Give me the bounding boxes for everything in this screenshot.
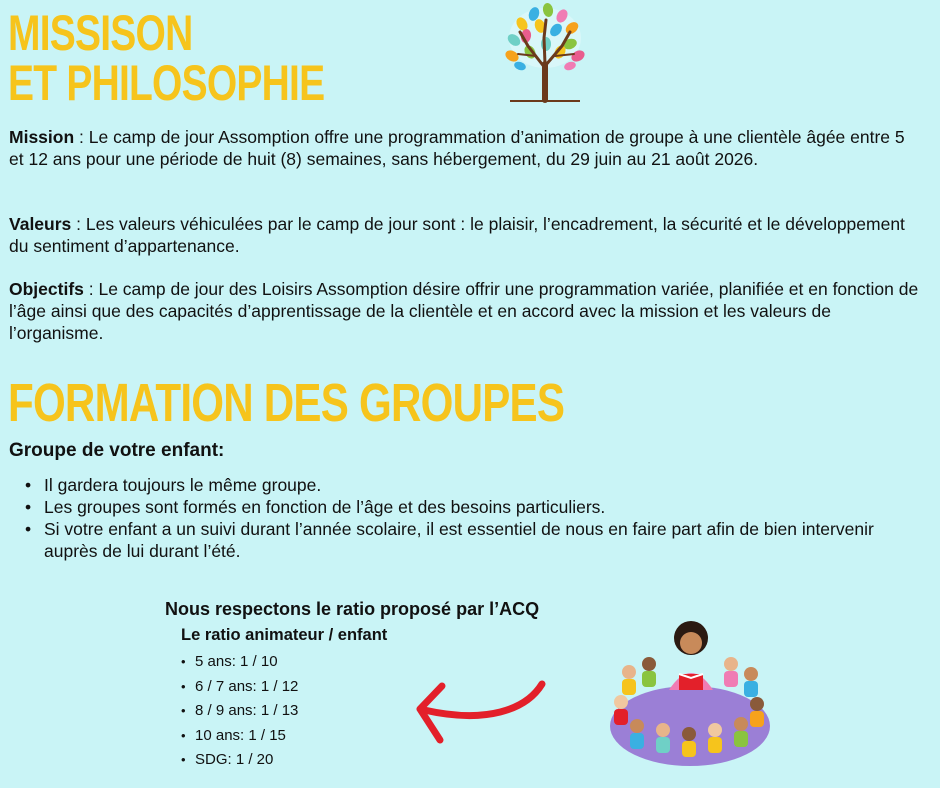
list-item: • Les groupes sont formés en fonction de l’âge et des besoins particuliers. — [25, 496, 915, 518]
ratio-heading: Nous respectons le ratio proposé par l’ACQ — [165, 599, 540, 619]
list-item: • Il gardera toujours le même groupe. — [25, 474, 915, 496]
values-paragraph — [9, 213, 924, 257]
ratio-item: • 8 / 9 ans: 1 / 13 — [181, 699, 298, 724]
ratio-item: • 5 ans: 1 / 10 — [181, 650, 298, 675]
objectives-label: Objectifs — [9, 279, 84, 299]
mission-label: Mission — [9, 127, 75, 147]
section-title-mission: MISSISON — [8, 5, 193, 61]
group-list — [25, 474, 915, 562]
values-text: : Les valeurs véhiculées par le camp de jour sont : le plaisir, l’encadrement, la sécurité et le développement du sentiment d’appartenance. — [9, 214, 905, 256]
red-arrow-icon — [408, 672, 552, 752]
teacher-figure — [669, 621, 713, 690]
group-heading: Groupe de votre enfant: — [9, 440, 225, 461]
values-label: Valeurs — [9, 214, 72, 234]
mission-text: : Le camp de jour Assomption offre une programmation d’animation de groupe à une clientèle âgée entre 5 et 12 ans pour une période de huit (8) semaines, sans hébergement, du 29 juin au 21 août 2026. — [9, 127, 905, 169]
section-title-philosophy: ET PHILOSOPHIE — [8, 55, 325, 111]
list-item: • Si votre enfant a un suivi durant l’année scolaire, il est essentiel de nous en faire part afin de bien intervenir auprès de lui durant l’été. — [25, 518, 915, 562]
ratio-list — [181, 650, 298, 773]
ratio-subheading: Le ratio animateur / enfant — [181, 626, 388, 644]
objectives-text: : Le camp de jour des Loisirs Assomption désire offrir une programmation variée, planifiée et en fonction de l’âge ainsi que des capacités d’apprentissage de la clientèle et en accord avec la mission et les valeurs de l’organisme. — [9, 279, 919, 343]
ratio-item: • SDG: 1 / 20 — [181, 748, 298, 773]
mission-paragraph — [9, 126, 924, 170]
ratio-item: • 10 ans: 1 / 15 — [181, 724, 298, 749]
tree-illustration — [500, 2, 590, 104]
children-reading-illustration — [607, 618, 773, 768]
objectives-paragraph — [9, 278, 924, 344]
ratio-item: • 6 / 7 ans: 1 / 12 — [181, 675, 298, 700]
section-title-groups: FORMATION DES GROUPES — [8, 373, 565, 433]
